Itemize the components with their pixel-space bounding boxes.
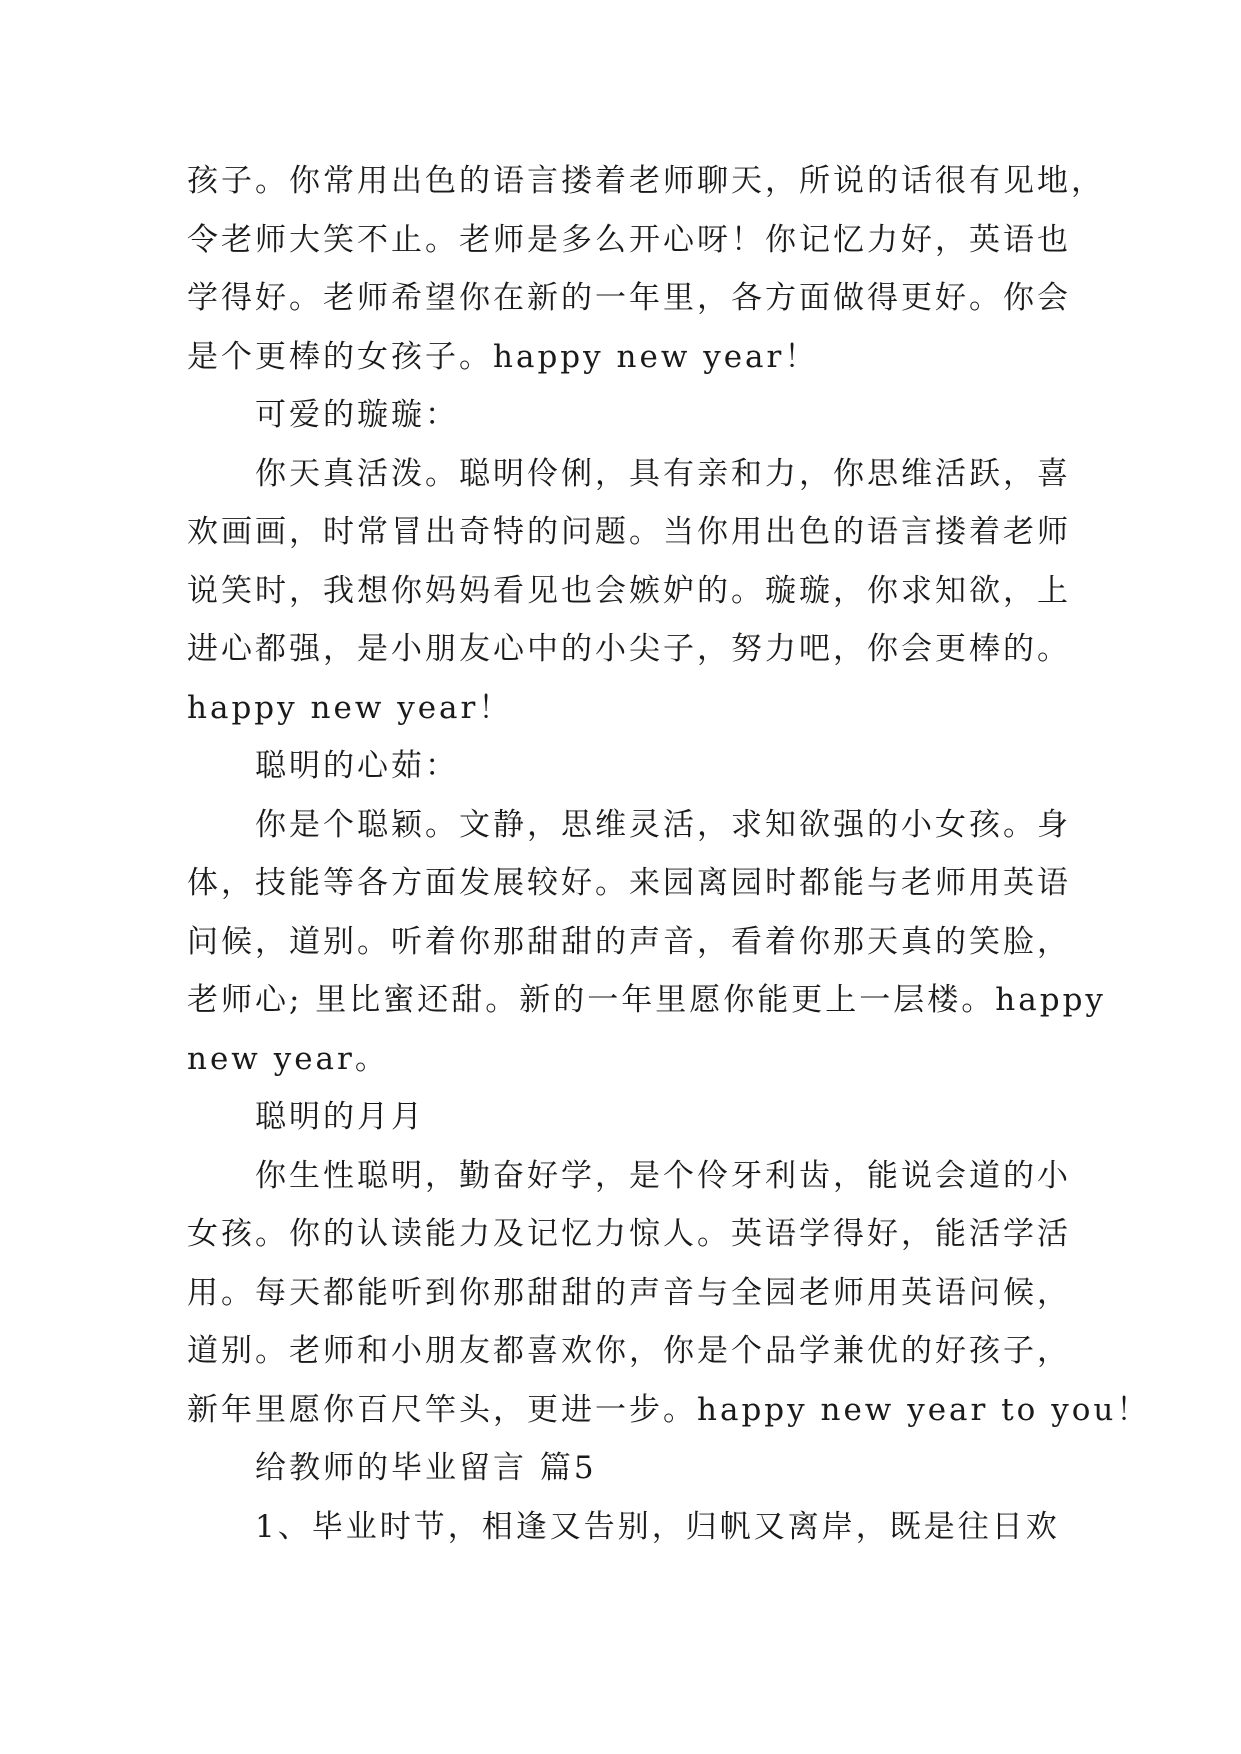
text-line: 女孩。你的认读能力及记忆力惊人。英语学得好，能活学活 (187, 1216, 1071, 1252)
text-line: 令老师大笑不止。老师是多么开心呀！你记忆力好，英语也 (187, 221, 1071, 258)
text-line: 道别。老师和小朋友都喜欢你，你是个品学兼优的好孩子， (187, 1333, 1071, 1369)
text-line: happy new year！ (187, 689, 513, 726)
text-line: 新年里愿你百尺竿头，更进一步。happy new year to you！ (187, 1391, 1151, 1428)
text-line: 可爱的璇璇： (255, 397, 459, 433)
text-line: 老师心; 里比蜜还甜。新的一年里愿你能更上一层楼。happy (187, 982, 1106, 1018)
text-line: 欢画画，时常冒出奇特的问题。当你用出色的语言搂着老师 (187, 514, 1071, 550)
text-line: 学得好。老师希望你在新的一年里，各方面做得更好。你会 (187, 280, 1071, 316)
document-body (187, 152, 1151, 1556)
text-line: 给教师的毕业留言 篇5 (255, 1450, 597, 1486)
text-line: 你天真活泼。聪明伶俐，具有亲和力，你思维活跃，喜 (255, 455, 1071, 492)
text-line: new year。 (187, 1040, 389, 1077)
text-line: 体，技能等各方面发展较好。来园离园时都能与老师用英语 (187, 865, 1071, 901)
text-line: 说笑时，我想你妈妈看见也会嫉妒的。璇璇，你求知欲，上 (187, 572, 1071, 609)
text-line: 你生性聪明，勤奋好学，是个伶牙利齿，能说会道的小 (255, 1157, 1071, 1194)
text-line: 聪明的心茹： (255, 748, 459, 784)
text-line: 孩子。你常用出色的语言搂着老师聊天，所说的话很有见地， (187, 163, 1105, 199)
text-line: 用。每天都能听到你那甜甜的声音与全园老师用英语问候， (187, 1274, 1071, 1311)
text-line: 是个更棒的女孩子。happy new year！ (187, 338, 819, 375)
text-line: 1、毕业时节，相逢又告别，归帆又离岸，既是往日欢 (255, 1508, 1060, 1545)
text-line: 你是个聪颖。文静，思维灵活，求知欲强的小女孩。身 (255, 806, 1071, 843)
text-line: 问候，道别。听着你那甜甜的声音，看着你那天真的笑脸， (187, 923, 1071, 960)
text-line: 进心都强，是小朋友心中的小尖子，努力吧，你会更棒的。 (187, 631, 1071, 667)
text-line: 聪明的月月 (255, 1099, 425, 1135)
